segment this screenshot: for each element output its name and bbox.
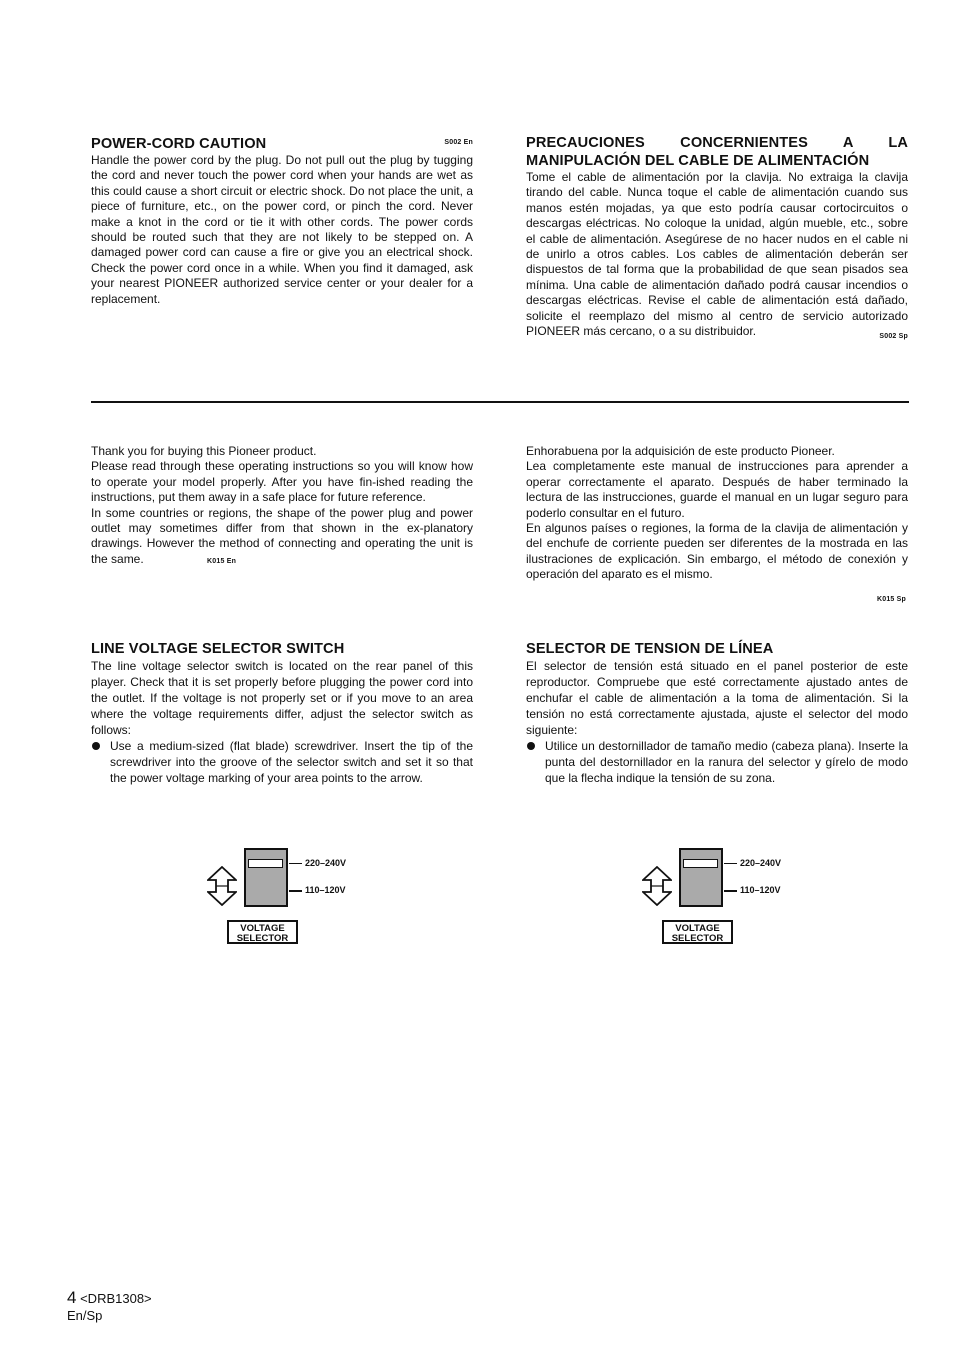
up-down-arrow-icon <box>207 866 237 906</box>
power-cord-title-en: POWER-CORD CAUTION <box>91 136 267 152</box>
label-220-240v: 220–240V <box>289 858 346 868</box>
voltage-step-en <box>91 738 473 786</box>
voltage-section-sp <box>526 640 908 786</box>
up-down-arrow-icon <box>642 866 672 906</box>
power-cord-code-sp: S002 Sp <box>879 333 908 341</box>
page-footer <box>67 1288 152 1323</box>
label-110-120v: 110–120V <box>724 885 781 895</box>
bullet-icon <box>527 742 535 750</box>
voltage-selector-label: VOLTAGE SELECTOR <box>662 920 733 944</box>
page-number: 4 <box>67 1288 77 1307</box>
power-cord-section-en <box>91 135 473 307</box>
voltage-step-sp <box>526 738 908 786</box>
intro-code-en: K015 En <box>207 557 237 565</box>
intro-read-sp: Lea completamente este manual de instrucciones para aprender a operar correctamente el aparato. Después de haber terminado la lectura de las instrucciones, guarde el manual en un lugar seguro para poderlo consultar en el futuro. <box>526 459 908 520</box>
voltage-section-en <box>91 640 473 786</box>
voltage-selector-diagram-sp <box>642 848 842 968</box>
intro-plug-en <box>91 506 473 570</box>
power-cord-body-en: Handle the power cord by the plug. Do not pull out the plug by tugging the cord and never touch the power cord when your hands are wet as this could cause a short circuit or electric shock. Do not place the unit, a piece of furniture, etc., on the power cord, or pinch the cord. Never make a knot in the cord or tie it with other cords. The power cords should be routed such that they are not likely to be stepped on. A damaged power cord can cause a fire or give you an electrical shock. Check the power cord once in a while. When you find it damaged, ask your nearest PIONEER authorized service center or your dealer for a replacement. <box>91 153 473 306</box>
selector-switch <box>679 848 723 907</box>
voltage-title-en: LINE VOLTAGE SELECTOR SWITCH <box>91 641 345 657</box>
power-cord-code-en: S002 En <box>444 139 473 146</box>
voltage-title-sp: SELECTOR DE TENSION DE LÍNEA <box>526 641 774 657</box>
power-cord-body-sp <box>526 170 908 339</box>
intro-plug-sp: En algunos países o regiones, la forma de la clavija de alimentación y del enchufe de corriente pueden ser diferentes de la mostrada en las ilustraciones de explicación. Sin embargo, el método de conexión y operación del aparato es el mismo. <box>526 521 908 582</box>
bullet-icon <box>92 742 100 750</box>
intro-code-row-sp <box>526 588 908 606</box>
voltage-body-sp: El selector de tensión está situado en el panel posterior de este reproductor. Compruebe que esté correctamente ajustado antes de enchufar el cable de alimentación a la toma de alimentación. Si la tensión no está correctamente ajustada, ajuste el selector del modo siguiente: <box>526 659 908 737</box>
language-code: En/Sp <box>67 1308 103 1323</box>
selector-slot <box>248 859 283 868</box>
intro-thanks-sp: Enhorabuena por la adquisición de este producto Pioneer. <box>526 444 835 458</box>
label-110-120v: 110–120V <box>289 885 346 895</box>
intro-plug-text-en: In some countries or regions, the shape of the power plug and power outlet may sometimes differ from that shown in the ex-planatory drawings. However the method of connecting and operating the unit is the same. <box>91 505 473 566</box>
selector-switch <box>244 848 288 907</box>
power-cord-section-sp <box>526 134 908 344</box>
section-divider <box>91 401 909 403</box>
power-cord-body-text-sp: Tome el cable de alimentación por la clavija. No extraiga la clavija tirando del cable. Nunca toque el cable de alimentación cuando sus manos estén mojadas, ya que esto podría causar cortocircuitos o descargas eléctricas. No coloque la unidad, algún mueble, etc., sobre el cable de alimentación. Asegúrese de no hacer nudos en el cable ni de unirlo a otros cables. Los cables de alimentación deberán ser dispuestos de tal forma que la probabilidad de que sean pisados sea mínima. Una cable de alimentación dañado podrá causar incendios o descargas eléctricas. Revise el cable de alimentación está dañado, solicite el reemplazo del mismo al centro de servicio autorizado PIONEER más cercano, o a su distribuidor. <box>526 170 908 339</box>
voltage-body-en: The line voltage selector switch is located on the rear panel of this player. Check that it is set properly before plugging the power cord into the outlet. If the voltage is not properly set or if you move to an area where the voltage requirements differ, adjust the selector switch as follows: <box>91 659 473 737</box>
intro-thanks-en: Thank you for buying this Pioneer product. <box>91 444 317 458</box>
intro-section-en <box>91 444 473 569</box>
voltage-step-text-sp: Utilice un destornillador de tamaño medio (cabeza plana). Inserte la punta del destornillador en la ranura del selector y gírelo de modo que la flecha indique la tensión de su zona. <box>545 739 908 785</box>
intro-section-sp <box>526 444 908 606</box>
selector-slot <box>683 859 718 868</box>
power-cord-title-sp: PRECAUCIONES CONCERNIENTES A LA MANIPULACIÓN DEL CABLE DE ALIMENTACIÓN <box>526 135 908 169</box>
doc-code: <DRB1308> <box>80 1291 152 1306</box>
intro-code-sp: K015 Sp <box>876 595 906 603</box>
label-220-240v: 220–240V <box>724 858 781 868</box>
voltage-step-text-en: Use a medium-sized (flat blade) screwdriver. Insert the tip of the screwdriver into the groove of the selector switch and set it so that the power voltage marking of your area points to the arrow. <box>110 739 473 785</box>
voltage-steps-sp <box>526 738 908 786</box>
voltage-steps-en <box>91 738 473 786</box>
intro-read-en: Please read through these operating instructions so you will know how to operate your model properly. After you have fin-ished reading the instructions, put them away in a safe place for future reference. <box>91 459 473 505</box>
voltage-selector-diagram-en <box>207 848 407 968</box>
voltage-selector-label: VOLTAGE SELECTOR <box>227 920 298 944</box>
